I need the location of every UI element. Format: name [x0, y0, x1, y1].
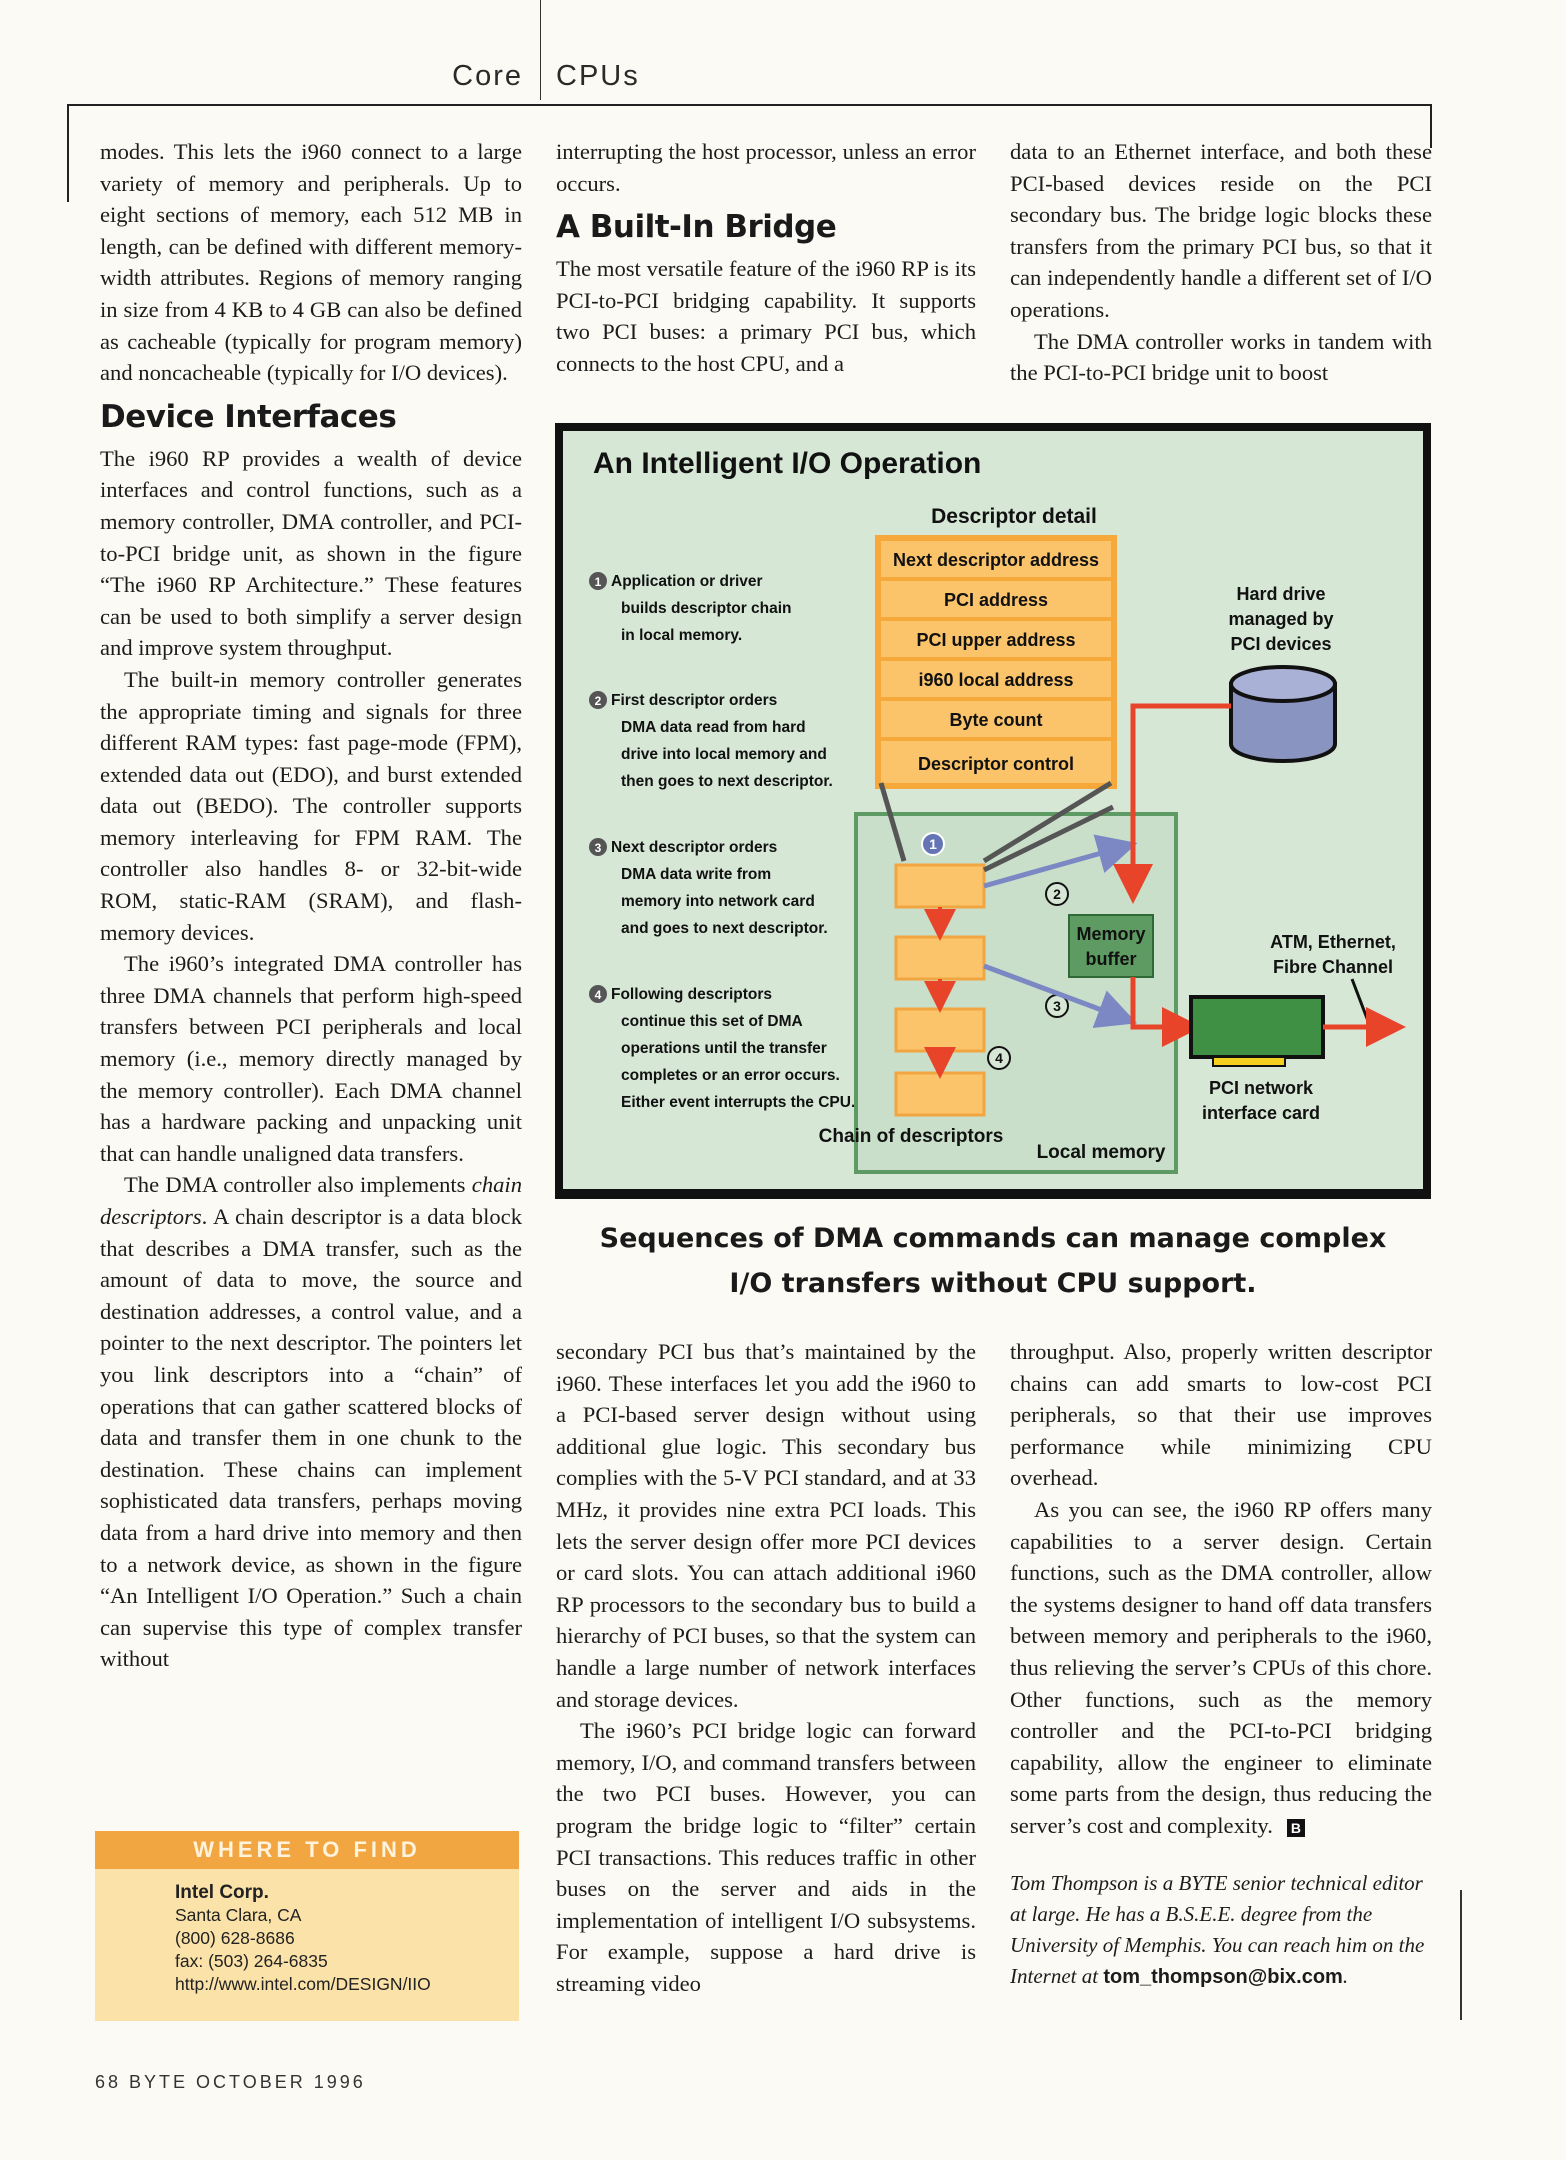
where-to-find-heading: WHERE TO FIND	[95, 1831, 519, 1869]
network-label: Fibre Channel	[1272, 957, 1394, 977]
column-end-rule	[1460, 1890, 1462, 2020]
descriptor-field-list	[875, 535, 1117, 789]
descriptor-field-label: Next descriptor address	[892, 550, 1100, 570]
column-3-bottom	[1010, 1336, 1432, 1993]
pci-card-label: PCI network	[1208, 1078, 1314, 1098]
step-text: drive into local memory and	[621, 746, 827, 763]
company-phone: (800) 628-8686	[175, 1928, 295, 1948]
step-text: completes or an error occurs.	[621, 1067, 840, 1084]
subhead-device-interfaces: Device Interfaces	[100, 398, 397, 435]
step-text: Following descriptors	[611, 986, 773, 1003]
chain-block	[896, 1073, 984, 1115]
step-number: 1	[594, 575, 602, 589]
paragraph: interrupting the host processor, unless an error occurs.	[556, 139, 976, 196]
step-text: memory into network card	[621, 893, 815, 910]
column-2-top	[556, 136, 976, 380]
chain-block	[896, 937, 984, 979]
caption-line: Sequences of DMA commands can manage complex	[599, 1223, 1387, 1254]
term-chain-descriptors: chain descriptors	[100, 1172, 522, 1229]
company-url[interactable]: http://www.intel.com/DESIGN/IIO	[175, 1974, 431, 1994]
memory-buffer-label: buffer	[1085, 949, 1137, 969]
paragraph: The i960 RP provides a wealth of device interfaces and control functions, such as a memory controller, DMA controller, and PCI-to-PCI bridge unit, as shown in the figure “The i960 RP Architecture.” These features can be used to both simplify a server design and improve system throughput.	[100, 445, 522, 661]
step-text: DMA data write from	[621, 866, 772, 883]
header-divider	[540, 0, 541, 100]
department-label: CPUs	[556, 60, 640, 92]
page-folio: 68 BYTE OCTOBER 1996	[95, 2072, 366, 2092]
paragraph: data to an Ethernet interface, and both these PCI-based devices reside on the PCI secondary bus. The bridge logic blocks these transfers from the primary PCI bus, so that it can independently handle a different set of I/O operations.	[1010, 139, 1432, 322]
author-email-link[interactable]: tom_thompson@bix.com	[1103, 1965, 1343, 1988]
section-label: Core	[452, 60, 523, 92]
company-city: Santa Clara, CA	[175, 1905, 302, 1925]
pci-card-label: interface card	[1201, 1103, 1321, 1123]
column-1	[100, 136, 522, 1675]
paragraph: As you can see, the i960 RP offers many capabilities to a server design. Certain functions, such as the DMA controller, allow the systems designer to hand off data transfers between memory and peripherals to the i960, thus relieving the server’s CPUs of this chore. Other functions, such as the memory controller and the PCI-to-PCI bridging capability, allow the engineer to eliminate some parts from the design, thus reducing the server’s cost and complexity. B	[1010, 1496, 1432, 1838]
header-rule	[67, 104, 1432, 106]
subhead-built-in-bridge: A Built-In Bridge	[556, 209, 837, 246]
where-to-find-box	[95, 1831, 519, 2021]
header-rule-left	[67, 104, 69, 202]
descriptor-field-label: i960 local address	[918, 670, 1074, 690]
step-text: in local memory.	[621, 627, 743, 644]
descriptor-field-label: PCI upper address	[916, 630, 1076, 650]
figure-intelligent-io	[553, 421, 1433, 1201]
author-bio: Tom Thompson is a BYTE senior technical editor at large. He has a B.S.E.E. degree from the University of Memphis. You can reach him on the Internet at tom_thompson@bix.com.	[1010, 1870, 1425, 1988]
paragraph: modes. This lets the i960 connect to a large variety of memory and peripherals. Up to eight sections of memory, each 512 MB in length, can be defined with different memory-width attributes. Regions of memory ranging in size from 4 KB to 4 GB can also be defined as cacheable (typically for program memory) and noncacheable (typically for I/O devices).	[100, 139, 522, 386]
memory-buffer-label: Memory	[1076, 924, 1146, 944]
where-to-find-body	[95, 1869, 519, 1996]
descriptor-heading: Descriptor detail	[931, 505, 1097, 528]
step-marker-number: 1	[929, 836, 937, 852]
step-text: Application or driver	[611, 573, 763, 590]
company-fax: fax: (503) 264-6835	[175, 1951, 328, 1971]
paragraph: The i960’s integrated DMA controller has three DMA channels that perform high-speed transfers between PCI peripherals and local memory (i.e., memory directly managed by the memory controller). Each DMA channel has a hardware packing and unpacking unit that can handle unaligned data transfers.	[100, 951, 522, 1166]
step-marker-number: 3	[1053, 998, 1061, 1014]
chain-block	[896, 865, 984, 907]
column-3-top	[1010, 136, 1432, 389]
step-marker-number: 2	[1053, 886, 1061, 902]
chain-block	[896, 1009, 984, 1051]
chain-label: Chain of descriptors	[818, 1126, 1004, 1147]
hard-drive-label: managed by	[1228, 609, 1334, 629]
paragraph: The DMA controller works in tandem with the PCI-to-PCI bridge unit to boost	[1010, 328, 1432, 386]
descriptor-field-label: PCI address	[943, 590, 1049, 610]
network-label: ATM, Ethernet,	[1270, 932, 1396, 952]
step-text: and goes to next descriptor.	[621, 920, 828, 937]
step-marker-number: 4	[995, 1050, 1003, 1066]
local-memory-label: Local memory	[1036, 1142, 1166, 1163]
hard-drive-label: PCI devices	[1230, 634, 1332, 654]
descriptor-field-label: Byte count	[949, 710, 1043, 730]
figure-diagram	[553, 421, 1433, 1201]
step-number: 2	[594, 694, 602, 708]
figure-caption	[553, 1216, 1433, 1306]
step-text: Either event interrupts the CPU.	[621, 1094, 856, 1111]
end-mark: B	[1287, 1819, 1305, 1837]
paragraph: The built-in memory controller generates the appropriate timing and signals for three different RAM types: fast page-mode (FPM), extended data out (EDO), and burst extended data out (BEDO). The controller supports memory interleaving for FPM RAM. The controller also handles 8- or 32-bit-wide ROM, static-RAM (SRAM), and flash-memory devices.	[100, 666, 522, 945]
company-name: Intel Corp.	[175, 1882, 269, 1903]
step-text: then goes to next descriptor.	[621, 773, 833, 790]
step-text: operations until the transfer	[621, 1040, 827, 1057]
paragraph: secondary PCI bus that’s maintained by the i960. These interfaces let you add the i960 to a PCI-based server design without using additional glue logic. This secondary bus complies with the 5-V PCI standard, and at 33 MHz, it provides nine extra PCI loads. This lets the server design offer more PCI devices or card slots. You can attach additional i960 RP processors to the secondary bus to build a hierarchy of PCI buses, so that the system can handle a large number of network interfaces and storage devices.	[556, 1339, 976, 1712]
column-2-bottom	[556, 1336, 976, 1999]
step-text: Next descriptor orders	[611, 839, 778, 856]
step-number: 3	[594, 841, 602, 855]
figure-title: An Intelligent I/O Operation	[593, 447, 982, 480]
step-number: 4	[594, 988, 602, 1002]
paragraph: throughput. Also, properly written descriptor chains can add smarts to low-cost PCI peripherals, so that their use improves performance while minimizing CPU overhead.	[1010, 1339, 1432, 1491]
paragraph: The most versatile feature of the i960 RP is its PCI-to-PCI bridging capability. It supports two PCI buses: a primary PCI bus, which connects to the host CPU, and a	[556, 256, 976, 376]
hard-drive-label: Hard drive	[1236, 584, 1326, 604]
step-text: continue this set of DMA	[621, 1013, 803, 1030]
paragraph: The DMA controller also implements chain descriptors. A chain descriptor is a data block that describes a DMA transfer, such as the amount of data to move, the source and destination addresses, a control value, and a pointer to the next descriptor. The pointers let you link descriptors into a “chain” of operations that can gather scattered blocks of data and transfer them in one chunk to the destination. These chains can implement sophisticated data transfers, perhaps moving data from a hard drive into memory and then to a network device, as shown in the figure “An Intelligent I/O Operation.” Such a chain can supervise this type of complex transfer without	[100, 1172, 522, 1672]
step-text: DMA data read from hard	[621, 719, 806, 736]
step-text: First descriptor orders	[611, 692, 778, 709]
descriptor-field-label: Descriptor control	[917, 754, 1075, 774]
step-text: builds descriptor chain	[621, 600, 792, 617]
paragraph: The i960’s PCI bridge logic can forward memory, I/O, and command transfers between the two PCI buses. However, you can program the bridge logic to “filter” certain PCI transactions. This reduces traffic in other buses on the server and aids in the implementation of intelligent I/O subsystems. For example, suppose a hard drive is streaming video	[556, 1718, 976, 1996]
hard-drive-icon	[1231, 667, 1335, 761]
caption-line: I/O transfers without CPU support.	[729, 1268, 1257, 1299]
